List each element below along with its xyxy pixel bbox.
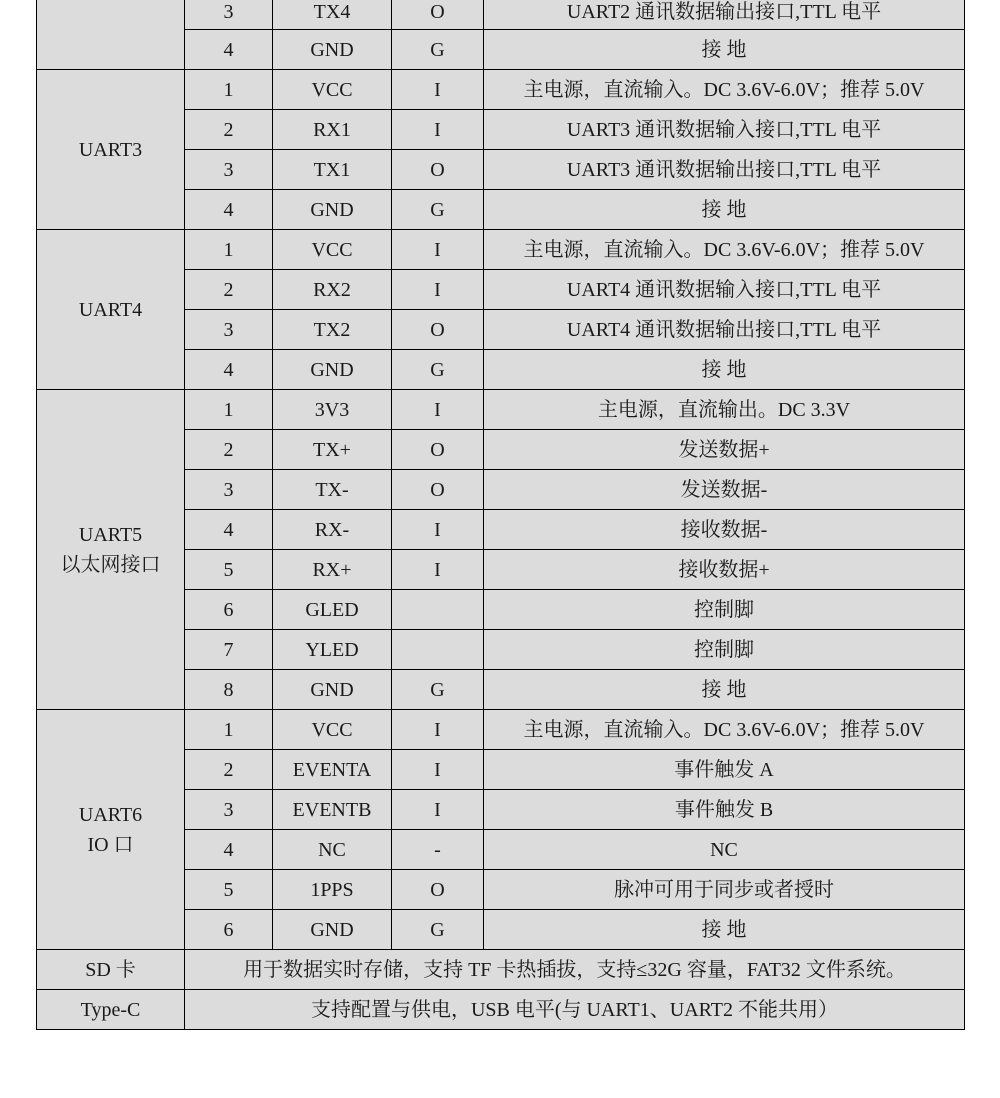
pin-description: 主电源，直流输入。DC 3.6V-6.0V；推荐 5.0V (484, 710, 965, 750)
table-row (37, 230, 965, 270)
pin-number: 4 (185, 830, 273, 870)
pin-io: I (392, 230, 484, 270)
pin-io: G (392, 670, 484, 710)
pin-name: RX- (273, 510, 392, 550)
pin-name: TX2 (273, 310, 392, 350)
interface-label: UART3 (78, 138, 143, 161)
pin-io: O (392, 430, 484, 470)
pin-description: 主电源，直流输入。DC 3.6V-6.0V；推荐 5.0V (484, 70, 965, 110)
pin-io: O (392, 0, 484, 30)
pin-number: 4 (185, 30, 273, 70)
pin-number: 7 (185, 630, 273, 670)
pin-io: I (392, 550, 484, 590)
merged-description: 支持配置与供电，USB 电平(与 UART1、UART2 不能共用） (185, 990, 965, 1030)
pin-number: 3 (185, 0, 273, 30)
pin-name: EVENTB (273, 790, 392, 830)
pin-io: O (392, 310, 484, 350)
pin-number: 1 (185, 390, 273, 430)
pin-description: 主电源，直流输出。DC 3.3V (484, 390, 965, 430)
pin-number: 1 (185, 70, 273, 110)
interface-cell-sd-card: SD 卡 (37, 950, 185, 990)
pin-description: NC (484, 830, 965, 870)
pin-definition-table (36, 0, 965, 1030)
pin-io (392, 630, 484, 670)
pin-number: 2 (185, 430, 273, 470)
pin-name: VCC (273, 710, 392, 750)
pin-name: RX+ (273, 550, 392, 590)
table-row (37, 70, 965, 110)
pin-io (392, 590, 484, 630)
interface-cell-type-c: Type-C (37, 990, 185, 1030)
pin-number: 4 (185, 350, 273, 390)
pin-io: G (392, 350, 484, 390)
pin-description: 接收数据+ (484, 550, 965, 590)
pin-description: 接 地 (484, 910, 965, 950)
pin-name: TX1 (273, 150, 392, 190)
pin-name: EVENTA (273, 750, 392, 790)
pin-io: G (392, 30, 484, 70)
pin-io: I (392, 750, 484, 790)
pin-number: 5 (185, 870, 273, 910)
pin-description: UART4 通讯数据输出接口,TTL 电平 (484, 310, 965, 350)
pin-description: 接 地 (484, 30, 965, 70)
pin-name: GND (273, 670, 392, 710)
interface-label: UART6 (78, 803, 143, 826)
pin-description: 接 地 (484, 190, 965, 230)
pin-name: 3V3 (273, 390, 392, 430)
table-row (37, 390, 965, 430)
pin-io: I (392, 790, 484, 830)
pin-description: 控制脚 (484, 590, 965, 630)
pin-io: I (392, 510, 484, 550)
interface-label: UART4 (78, 298, 143, 321)
pin-name: NC (273, 830, 392, 870)
pin-number: 4 (185, 510, 273, 550)
pin-description: 控制脚 (484, 630, 965, 670)
pin-number: 2 (185, 750, 273, 790)
pin-description: UART2 通讯数据输出接口,TTL 电平 (484, 0, 965, 30)
pin-io: O (392, 150, 484, 190)
pin-name: VCC (273, 230, 392, 270)
pin-number: 5 (185, 550, 273, 590)
pin-number: 6 (185, 590, 273, 630)
table-row-sd-card (37, 950, 965, 990)
pin-number: 8 (185, 670, 273, 710)
pin-name: GND (273, 30, 392, 70)
pin-description: 接 地 (484, 670, 965, 710)
pin-io: O (392, 470, 484, 510)
pin-name: RX1 (273, 110, 392, 150)
interface-sublabel: IO 口 (87, 833, 134, 856)
pin-io: G (392, 190, 484, 230)
interface-cell-uart3 (37, 70, 185, 230)
pin-number: 3 (185, 310, 273, 350)
pin-io: G (392, 910, 484, 950)
pin-number: 3 (185, 470, 273, 510)
interface-sublabel: 以太网接口 (60, 553, 161, 576)
pin-io: - (392, 830, 484, 870)
pin-name: TX- (273, 470, 392, 510)
interface-cell-uart2 (37, 0, 185, 70)
pin-name: YLED (273, 630, 392, 670)
interface-cell-uart6 (37, 710, 185, 950)
pin-name: TX+ (273, 430, 392, 470)
pin-description: UART4 通讯数据输入接口,TTL 电平 (484, 270, 965, 310)
interface-cell-uart4 (37, 230, 185, 390)
pin-number: 3 (185, 790, 273, 830)
pin-description: 接收数据- (484, 510, 965, 550)
pin-definition-sheet (36, 0, 965, 1030)
pin-description: UART3 通讯数据输出接口,TTL 电平 (484, 150, 965, 190)
pin-description: UART3 通讯数据输入接口,TTL 电平 (484, 110, 965, 150)
pin-description: 主电源，直流输入。DC 3.6V-6.0V；推荐 5.0V (484, 230, 965, 270)
pin-number: 1 (185, 230, 273, 270)
pin-description: 脉冲可用于同步或者授时 (484, 870, 965, 910)
pin-name: RX2 (273, 270, 392, 310)
pin-description: 发送数据+ (484, 430, 965, 470)
pin-description: 事件触发 B (484, 790, 965, 830)
table-row (37, 0, 965, 30)
pin-description: 发送数据- (484, 470, 965, 510)
pin-number: 2 (185, 270, 273, 310)
pin-name: GLED (273, 590, 392, 630)
pin-name: GND (273, 190, 392, 230)
table-row (37, 710, 965, 750)
interface-label: UART5 (78, 523, 143, 546)
pin-name: 1PPS (273, 870, 392, 910)
table-row-type-c (37, 990, 965, 1030)
pin-name: TX4 (273, 0, 392, 30)
pin-number: 1 (185, 710, 273, 750)
pin-io: O (392, 870, 484, 910)
pin-number: 4 (185, 190, 273, 230)
pin-io: I (392, 270, 484, 310)
pin-number: 6 (185, 910, 273, 950)
pin-description: 事件触发 A (484, 750, 965, 790)
pin-name: GND (273, 910, 392, 950)
pin-name: VCC (273, 70, 392, 110)
pin-io: I (392, 390, 484, 430)
pin-io: I (392, 70, 484, 110)
interface-cell-uart5 (37, 390, 185, 710)
merged-description: 用于数据实时存储，支持 TF 卡热插拔，支持≤32G 容量，FAT32 文件系统。 (185, 950, 965, 990)
pin-number: 2 (185, 110, 273, 150)
pin-description: 接 地 (484, 350, 965, 390)
pin-io: I (392, 110, 484, 150)
pin-number: 3 (185, 150, 273, 190)
pin-name: GND (273, 350, 392, 390)
pin-io: I (392, 710, 484, 750)
